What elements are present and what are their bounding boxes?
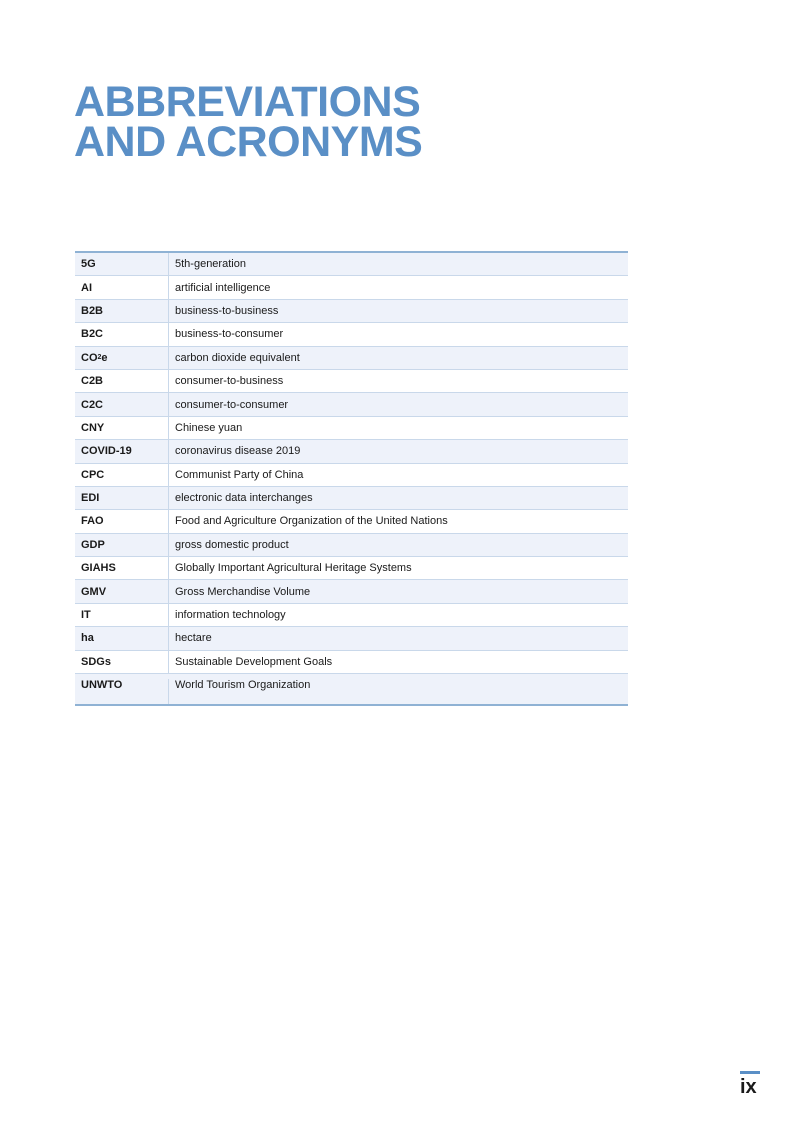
page-number-block [740,1071,760,1098]
abbreviation-cell: COVID-19 [75,440,169,462]
definition-cell: coronavirus disease 2019 [175,445,301,458]
abbreviation-cell: IT [75,604,169,626]
definition-cell: consumer-to-consumer [175,398,289,411]
abbreviation-cell: CNY [75,417,169,439]
table-row [75,534,628,557]
definition-cell: Gross Merchandise Volume [175,585,311,598]
table-row [75,651,628,674]
abbreviation-subscript: 2 [97,354,102,362]
table-row [75,370,628,393]
abbreviation-cell [75,347,169,369]
table-row [75,393,628,416]
abbreviation-cell: FAO [75,510,169,532]
table-row [75,464,628,487]
table-row [75,440,628,463]
definition-cell: 5th-generation [175,258,246,271]
abbreviation-cell: ha [75,627,169,649]
abbreviations-table [75,251,628,706]
table-row [75,510,628,533]
abbreviation-cell: GIAHS [75,557,169,579]
abbreviation-main: CO [81,351,98,364]
definition-cell: hectare [175,632,212,645]
definition-cell: Communist Party of China [175,468,304,481]
definition-cell: business-to-business [175,304,279,317]
table-row [75,674,628,704]
table-row [75,253,628,276]
table-row [75,276,628,299]
abbreviation-cell: 5G [75,253,169,275]
abbreviation-cell: B2B [75,300,169,322]
table-row [75,323,628,346]
page-title-line-2: AND ACRONYMS [74,118,423,166]
definition-cell: World Tourism Organization [175,679,311,692]
table-row [75,580,628,603]
table-row [75,487,628,510]
definition-cell: electronic data interchanges [175,492,313,505]
page-number-bar [740,1071,760,1074]
table-row [75,627,628,650]
abbreviation-cell: C2B [75,370,169,392]
table-row [75,417,628,440]
definition-cell: information technology [175,609,286,622]
abbreviation-cell: CPC [75,464,169,486]
definition-cell: Sustainable Development Goals [175,655,333,668]
definition-cell: Globally Important Agricultural Heritage Systems [175,562,412,575]
page-title-line-1: ABBREVIATIONS [74,78,421,126]
abbreviation-cell: C2C [75,393,169,415]
definition-cell: Food and Agriculture Organization of the United Nations [175,515,448,528]
abbreviation-tail: e [101,351,108,364]
abbreviation-cell: GMV [75,580,169,602]
table-row [75,557,628,580]
definition-cell: consumer-to-business [175,375,284,388]
definition-cell: gross domestic product [175,538,289,551]
page-number: ix [740,1076,757,1098]
table-row [75,604,628,627]
definition-cell: carbon dioxide equivalent [175,351,300,364]
abbreviation-cell: SDGs [75,651,169,673]
table-row [75,347,628,370]
abbreviation-cell: B2C [75,323,169,345]
abbreviation-cell: AI [75,276,169,298]
abbreviation-cell: UNWTO [75,679,169,704]
abbreviation-cell: GDP [75,534,169,556]
table-row [75,300,628,323]
abbreviation-cell: EDI [75,487,169,509]
definition-cell: Chinese yuan [175,421,243,434]
definition-cell: business-to-consumer [175,328,284,341]
definition-cell: artificial intelligence [175,281,271,294]
page-title [74,78,423,166]
